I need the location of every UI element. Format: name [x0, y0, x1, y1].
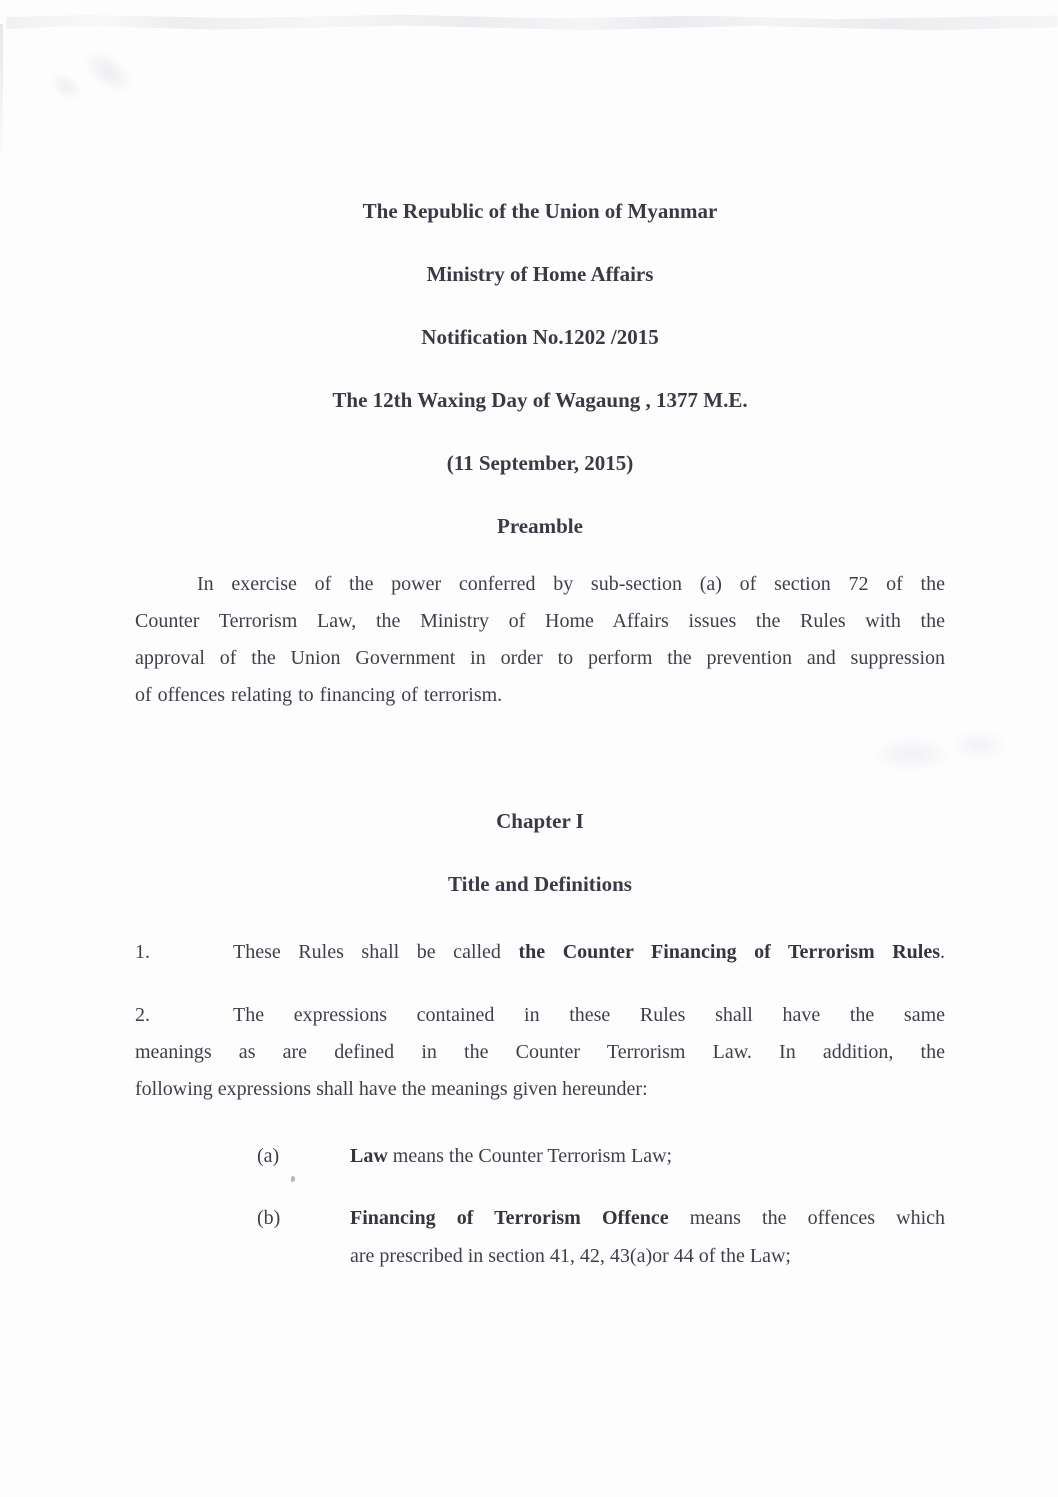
rule-text [135, 934, 945, 971]
chapter-heading-block [135, 811, 945, 894]
preamble-line: of offences relating to financing of terrorism. [135, 684, 503, 706]
ministry-line: Ministry of Home Affairs [426, 262, 654, 286]
state-title-line: The Republic of the Union of Myanmar [362, 199, 718, 223]
preamble-line: Counter Terrorism Law, the Ministry of Home Affairs issues the Rules with the [135, 610, 945, 632]
preamble-heading-text: Preamble [497, 514, 583, 538]
chapter-number-heading: Chapter I [496, 809, 584, 833]
preamble-line: In exercise of the power conferred by sub-section (a) of section 72 of the [197, 573, 945, 595]
definition-term: Law [350, 1145, 388, 1167]
definition-rest: means the offences which [668, 1207, 946, 1229]
preamble-paragraph [135, 566, 945, 714]
definition-item-a [257, 1137, 945, 1175]
definition-text [350, 1199, 945, 1275]
definition-label: (b) [257, 1207, 281, 1229]
rule-number: 2. [135, 1004, 150, 1026]
rule-1-text-after: . [940, 941, 945, 963]
definition-item-b [257, 1199, 945, 1275]
rule-item-2 [135, 997, 945, 1108]
rule-number: 1. [135, 941, 150, 963]
definition-b-line-2: are prescribed in section 41, 42, 43(a)or 44 of the Law; [350, 1245, 791, 1267]
scan-artifact-left-edge [0, 24, 3, 154]
scan-artifact-smudge-right [852, 722, 1022, 780]
rule-2-line: The expressions contained in these Rules shall have the same [233, 1004, 945, 1026]
definition-label: (a) [257, 1145, 280, 1167]
scan-artifact-smudge-topleft [30, 19, 157, 144]
gregorian-date-line: (11 September, 2015) [446, 451, 634, 475]
preamble-line: approval of the Union Government in order to perform the prevention and suppression [135, 647, 945, 669]
rule-text [135, 997, 945, 1108]
rule-1-text-before: These Rules shall be called [233, 941, 519, 963]
rule-2-line: following expressions shall have the meanings given hereunder: [135, 1078, 648, 1100]
rule-2-line: meanings as are defined in the Counter Terrorism Law. In addition, the [135, 1041, 945, 1063]
definition-term: Financing of Terrorism Offence [350, 1207, 669, 1229]
preamble-heading [135, 516, 945, 536]
definition-rest: means the Counter Terrorism Law; [387, 1145, 673, 1167]
chapter-title-heading: Title and Definitions [448, 872, 632, 896]
myanmar-date-line: The 12th Waxing Day of Wagaung , 1377 M.E. [332, 388, 748, 412]
definition-text [350, 1137, 945, 1175]
scan-artifact-top-band [6, 14, 1058, 31]
scan-artifact-ink-speck [291, 1176, 295, 1182]
notification-number-line: Notification No.1202 /2015 [421, 325, 659, 349]
rule-1-bold-title: the Counter Financing of Terrorism Rules [518, 941, 940, 963]
document-header [135, 201, 945, 536]
rule-item-1 [135, 934, 945, 971]
definition-b-line-1 [350, 1199, 945, 1237]
